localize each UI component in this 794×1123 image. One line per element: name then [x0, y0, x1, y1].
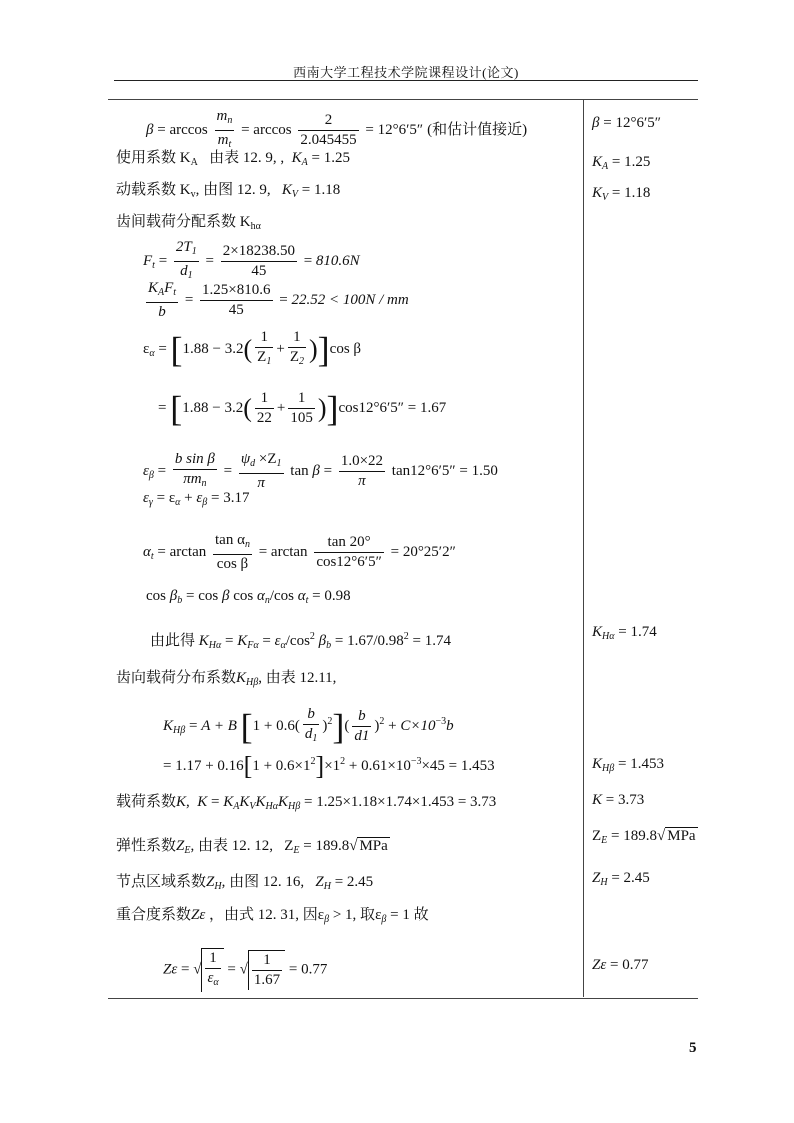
epsilon-alpha-formula: $\varepsilon_\alpha = [1.88 - 3.2$( $\frac{1}{Z_1}$ + $\frac{1}{Z_2}$ )]cos β	[143, 329, 362, 370]
result-ze: $Z_E = 189.8√$ MPa	[592, 828, 696, 846]
zeps-title-line: 重合度系数Zε ，由式 12. 31, 因$\varepsilon_\beta > 1$, 取$\varepsilon_\beta = 1$ 故	[116, 907, 429, 925]
header-rule	[114, 80, 698, 81]
page-header: 西南大学工程技术学院课程设计(论文)	[293, 65, 519, 80]
kha-title-line: 齿间载荷分配系数 $K_{h\alpha}$	[116, 214, 261, 232]
epsilon-alpha-calc: = [1.88 − 3.2( $\frac{1}{22}$ + $\frac{1}{105}$ )]cos12°6′5″ = 1.67	[158, 388, 447, 429]
epsilon-gamma-calc: $\varepsilon_\gamma = \varepsilon_\alpha + \varepsilon_\beta = 3.17$	[143, 490, 250, 508]
result-ka: $K_A = 1.25$	[592, 154, 651, 172]
result-kv: $K_V = 1.18$	[592, 185, 651, 203]
kaft-calc-line: $\frac{K_AF_t}{b}$ = $\frac{1.25\times 810.6}{45}$ = 22.52 < 100N / mm	[148, 280, 409, 320]
k-line: 载荷系数K, $K = K_AK_VK_{H\alpha}K_{H\beta} = 1.25\times 1.18\times 1.74\times 1.453 = 3.73$	[116, 794, 497, 812]
epsilon-beta-calc: $\varepsilon_\beta$ = $\frac{\text{b sin β}}{\pi m_n}$ = $\frac{\psi_d \times Z_1}{\pi}$ tan β = $\frac{1.0\times 22}{\pi}$ tan12°6′5″ = 1.50	[143, 451, 498, 491]
zeps-calc-line: Zε = √ $\frac{1}{\varepsilon_\alpha}$ = √ $\frac{1}{1.67}$ = 0.77	[163, 948, 327, 992]
result-khb: $K_{H\beta} = 1.453$	[592, 756, 664, 774]
result-zeps: Zε = 0.77	[592, 957, 649, 973]
khb-title-line: 齿向载荷分布系数$K_{H\beta}$, 由表 12.11,	[116, 670, 337, 688]
result-beta: β = 12°6′5″	[592, 115, 661, 131]
khb-formula-line: $K_{H\beta} = A + B$ [1 + 0.6( $\frac{b}{d_1}$ )$^2$]( $\frac{b}{d1}$ )$^2 + C\times 10^{-3}b$	[163, 706, 454, 747]
page-number: 5	[689, 1040, 697, 1056]
result-kha: $K_{H\alpha} = 1.74$	[592, 624, 657, 642]
zh-line: 节点区域系数$Z_H$, 由图 12. 16, $Z_H = 2.45$	[116, 874, 374, 892]
ka-line: 使用系数 $K_A$ 由表 12. 9, , $K_A = 1.25$	[116, 150, 350, 168]
ze-line: 弹性系数$Z_E$, 由表 12. 12, $Z_E = 189.8√$ MPa	[116, 838, 388, 856]
alpha-t-calc: $\alpha_t = \arctan$ $\frac{\tan \alpha_n}{\text{cos β}}$ = arctan $\frac{\tan 20^\circ}{\cos 12^\circ 6'5''}$ = 20°25′2″	[143, 532, 456, 572]
result-zh: $Z_H = 2.45$	[592, 870, 650, 888]
cos-beta-b-line: $\cos \beta_b = \cos \beta$ $\cos \alpha_n/\cos$ $\alpha_t = 0.98$	[146, 588, 351, 606]
khb-calc-line: = $1.17 + 0.16[1 + 0.6\times 1^2]\times 1^2 + 0.61\times 10^{-3}\times 45 = 1.453$	[163, 751, 495, 781]
kv-line: 动载系数 $K_v$, 由图 12. 9, $K_V = 1.18$	[116, 182, 341, 200]
ft-calc-line: $F_t$ = $\frac{2T_1}{d_1}$ = $\frac{2\times 18238.50}{45}$ = 810.6N	[143, 239, 360, 281]
table-column-divider	[583, 99, 584, 997]
beta-calc-line: β = arccos $\frac{m_n}{m_t}$ = arccos $\frac{2}{2.045455}$ = 12°6′5″ (和估计值接近)	[146, 108, 528, 150]
kha-result-line: 由此得 $K_{H\alpha} = K_{F\alpha} = \varepsilon_\alpha/\cos^2$ $\beta_b = 1.67/0.98^2 = 1.74$	[150, 631, 452, 651]
result-k: K = 3.73	[592, 792, 645, 808]
